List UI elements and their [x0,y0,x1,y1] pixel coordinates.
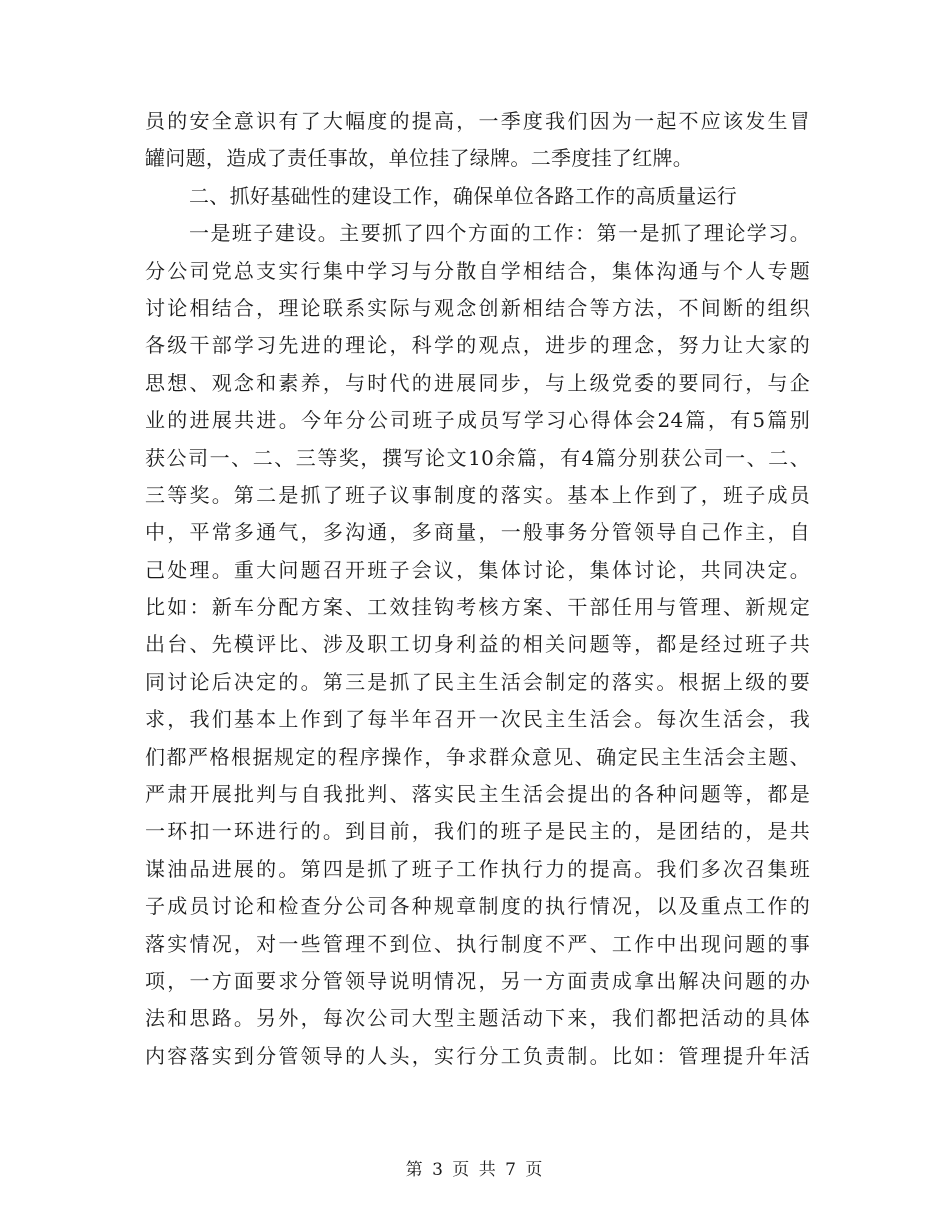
text-line: 谋油品进展的。第四是抓了班子工作执行力的提高。我们多次召集班 [145,856,810,881]
text-line: 己处理。重大问题召开班子会议，集体讨论，集体讨论，共同决定。 [145,557,810,582]
text-line: 思想、观念和素养，与时代的进展同步，与上级党委的要同行，与企 [145,370,810,395]
text-line: 讨论相结合，理论联系实际与观念创新相结合等方法，不间断的组织 [145,295,810,320]
text-line: 严肃开展批判与自我批判、落实民主生活会提出的各种问题等，都是 [145,782,810,807]
text-line: 们都严格根据规定的程序操作，争求群众意见、确定民主生活会主题、 [145,744,810,769]
text-line: 三等奖。第二是抓了班子议事制度的落实。基本上作到了，班子成员 [145,482,810,507]
page-number-footer: 第 3 页 共 7 页 [405,1160,545,1180]
section-heading: 二、抓好基础性的建设工作，确保单位各路工作的高质量运行 [189,183,738,208]
text-line: 各级干部学习先进的理论，科学的观点，进步的理念，努力让大家的 [145,333,810,358]
body-text [145,103,810,1075]
text-line: 子成员讨论和检查分公司各种规章制度的执行情况，以及重点工作的 [145,894,810,919]
text-line: 业的进展共进。今年分公司班子成员写学习心得体会24篇，有5篇别 [145,408,810,433]
text-line: 一是班子建设。主要抓了四个方面的工作：第一是抓了理论学习。 [189,221,810,246]
text-line: 出台、先模评比、涉及职工切身利益的相关问题等，都是经过班子共 [145,632,810,657]
text-line: 员的安全意识有了大幅度的提高，一季度我们因为一起不应该发生冒 [145,109,810,133]
text-line: 比如：新车分配方案、工效挂钩考核方案、干部任用与管理、新规定 [145,595,810,620]
text-line: 同讨论后决定的。第三是抓了民主生活会制定的落实。根据上级的要 [145,669,810,694]
text-line: 中，平常多通气，多沟通，多商量，一般事务分管领导自己作主，自 [145,520,810,545]
text-line: 项，一方面要求分管领导说明情况，另一方面责成拿出解决问题的办 [145,968,810,993]
text-line: 罐问题，造成了责任事故，单位挂了绿牌。二季度挂了红牌。 [145,146,694,171]
text-line: 内容落实到分管领导的人头，实行分工负责制。比如：管理提升年活 [145,1043,810,1068]
text-line: 求，我们基本上作到了每半年召开一次民主生活会。每次生活会，我 [145,707,810,732]
text-line: 法和思路。另外，每次公司大型主题活动下来，我们都把活动的具体 [145,1006,810,1031]
text-line: 落实情况，对一些管理不到位、执行制度不严、工作中出现问题的事 [145,931,810,956]
text-line: 一环扣一环进行的。到目前，我们的班子是民主的，是团结的，是共 [145,819,810,844]
text-line: 获公司一、二、三等奖，撰写论文10余篇，有4篇分别获公司一、二、 [145,445,810,470]
text-line: 分公司党总支实行集中学习与分散自学相结合，集体沟通与个人专题 [145,258,810,283]
